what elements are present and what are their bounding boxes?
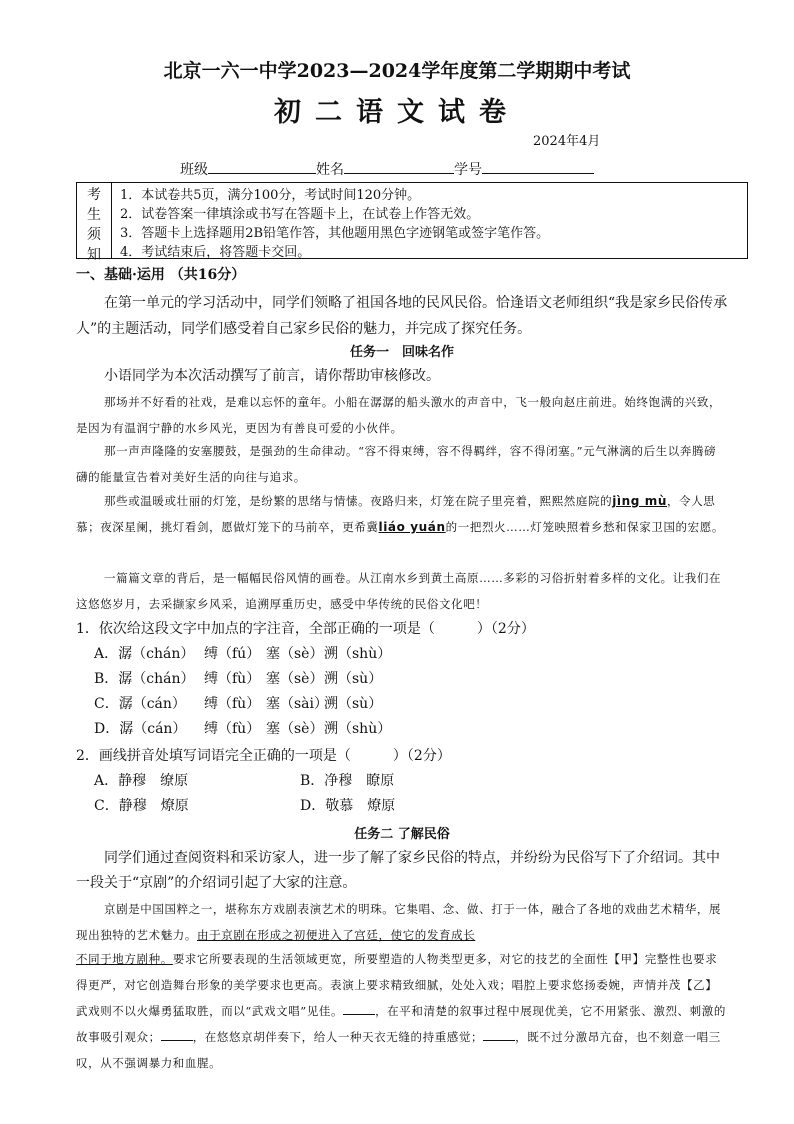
preface-paragraph-3: 那些或温暖或壮丽的灯笼，是纷繁的思绪与情愫。夜路归来，灯笼在院子里亮着，熙熙然庭院的jìng mù，令人思慕；夜深星阑，挑灯看剑，愿做灯笼下的马前卒，更希冀liáo yuán的一把烈火……灯笼映照着乡愁和保家卫国的宏愿。: [76, 494, 724, 534]
class-field[interactable]: [208, 158, 316, 174]
exam-notice-box: [76, 182, 748, 263]
task2-intro: 同学们通过查阅资料和采访家人，进一步了解了家乡民俗的特点，并纷纷为民俗写下了介绍词。其中一段关于“京剧”的介绍词引起了大家的注意。: [76, 850, 720, 891]
underlined-sentence-cont: 不同于地方剧种。: [76, 952, 173, 966]
notice-item: 4．考试结束后，将答题卡交回。: [120, 245, 311, 260]
option-row[interactable]: C．静穆 燎原 D．敬慕 燎原: [94, 798, 396, 814]
notice-items: [112, 183, 747, 258]
answer-blank[interactable]: [161, 1026, 193, 1041]
section1-intro: 在第一单元的学习活动中，同学们领略了祖国各地的民风民俗。恰逢语文老师组织“我是家乡民俗传承人”的主题活动，同学们感受着自己家乡民俗的魅力，并完成了探究任务。: [76, 295, 728, 337]
notice-heading: 考 生 须 知: [77, 183, 112, 258]
exam-date: 2024年4月: [533, 134, 601, 149]
option-row[interactable]: A．静穆 缭原 B．净穆 瞭原: [94, 773, 395, 789]
pinyin-blank-1: jìng mù: [612, 494, 667, 508]
task1-prompt: 小语同学为本次活动撰写了前言，请你帮助审核修改。: [104, 368, 440, 384]
exam-title: 北京一六一中学2023—2024学年度第二学期期中考试: [163, 60, 631, 82]
exam-subtitle: 初二语文试卷: [274, 97, 520, 128]
notice-item: 1．本试卷共5页，满分100分，考试时间120分钟。: [120, 188, 421, 203]
class-label: 班级: [180, 162, 208, 178]
task2-title: 任务二 了解民俗: [354, 827, 450, 842]
student-id-field[interactable]: [482, 158, 594, 174]
peking-opera-paragraph-2: 不同于地方剧种。要求它所要表现的生活领域更宽，所要塑造的人物类型更多，对它的技艺的全面性【甲】完整性也要求得更严，对它创造舞台形象的美学要求也更高。表演上要求精致细腻，处处入戏；唱腔上要求悠扬委婉，声情并茂【乙】武戏则不以火爆勇猛取胜，而以“武戏文唱”见佳。 ，在平和清楚的叙事过程中展现优美，它不用紧张、激烈、刺激的故事吸引观众； ，在悠悠京胡伴奏下，给人一种天衣无缝的持重感觉； ，既不过分激昂亢奋，也不刻意一唱三叹，从不强调暴力和血腥。: [76, 952, 726, 1070]
question-2-options: [94, 769, 714, 819]
option-row[interactable]: A．潺（chán） 缚（fú） 塞（sè） 溯（shù）: [94, 646, 392, 662]
peking-opera-paragraph-1: 京剧是中国国粹之一，堪称东方戏剧表演艺术的明珠。它集唱、念、做、打于一体，融合了各地的戏曲艺术精华，展现出独特的艺术魅力。由于京剧在形成之初便进入了宫廷，使它的发育成长: [76, 902, 722, 942]
answer-blank[interactable]: [483, 1026, 515, 1041]
preface-paragraph-4: 一篇篇文章的背后，是一幅幅民俗风情的画卷。从江南水乡到黄土高原……多彩的习俗折射着多样的文化。让我们在这悠悠岁月，去采撷家乡风采，追溯厚重历史，感受中华传统的民俗文化吧！: [76, 571, 722, 611]
task1-title: 任务一 回味名作: [349, 345, 454, 360]
preface-paragraph-2: 那一声声隆隆的安塞腰鼓，是强劲的生命律动。“容不得束缚，容不得羁绊，容不得闭塞。”元气淋漓的后生以奔腾磅礴的能量宣告着对美好生活的向往与追求。: [76, 444, 717, 484]
preface-paragraph-1: 那场并不好看的社戏，是难以忘怀的童年。小船在潺潺的船头激水的声音中，飞一般向赵庄前进。始终饱满的兴致，是因为有温润宁静的水乡风光，更因为有善良可爱的小伙伴。: [76, 395, 722, 435]
name-field[interactable]: [344, 158, 454, 174]
name-label: 姓名: [316, 162, 344, 178]
pinyin-blank-2: liáo yuán: [378, 520, 446, 534]
option-row[interactable]: D．潺（cán） 缚（fù） 塞（sè） 溯（shù）: [94, 721, 392, 737]
option-row[interactable]: B．潺（chán） 缚（fù） 塞（sè） 溯（sù）: [94, 671, 383, 687]
notice-item: 3．答题卡上选择题用2B铅笔作答，其他题用黑色字迹钢笔或签字笔作答。: [120, 226, 550, 241]
answer-blank[interactable]: [343, 1000, 375, 1015]
question-1-stem: 1．依次给这段文字中加点的字注音，全部正确的一项是（ ）（2分）: [76, 621, 535, 637]
notice-item: 2．试卷答案一律填涂或书写在答题卡上，在试卷上作答无效。: [120, 207, 480, 222]
option-row[interactable]: C．潺（cán） 缚（fù） 塞（sài） 溯（sù）: [94, 696, 383, 712]
question-2-stem: 2．画线拼音处填写词语完全正确的一项是（ ）（2分）: [76, 748, 451, 764]
question-1-options: [94, 642, 714, 742]
underlined-sentence: 由于京剧在形成之初便进入了宫廷，使它的发育成长: [197, 928, 476, 942]
student-info-row: [180, 158, 594, 179]
section1-heading: 一、基础·运用 （共16分）: [76, 267, 246, 283]
id-label: 学号: [454, 162, 482, 178]
